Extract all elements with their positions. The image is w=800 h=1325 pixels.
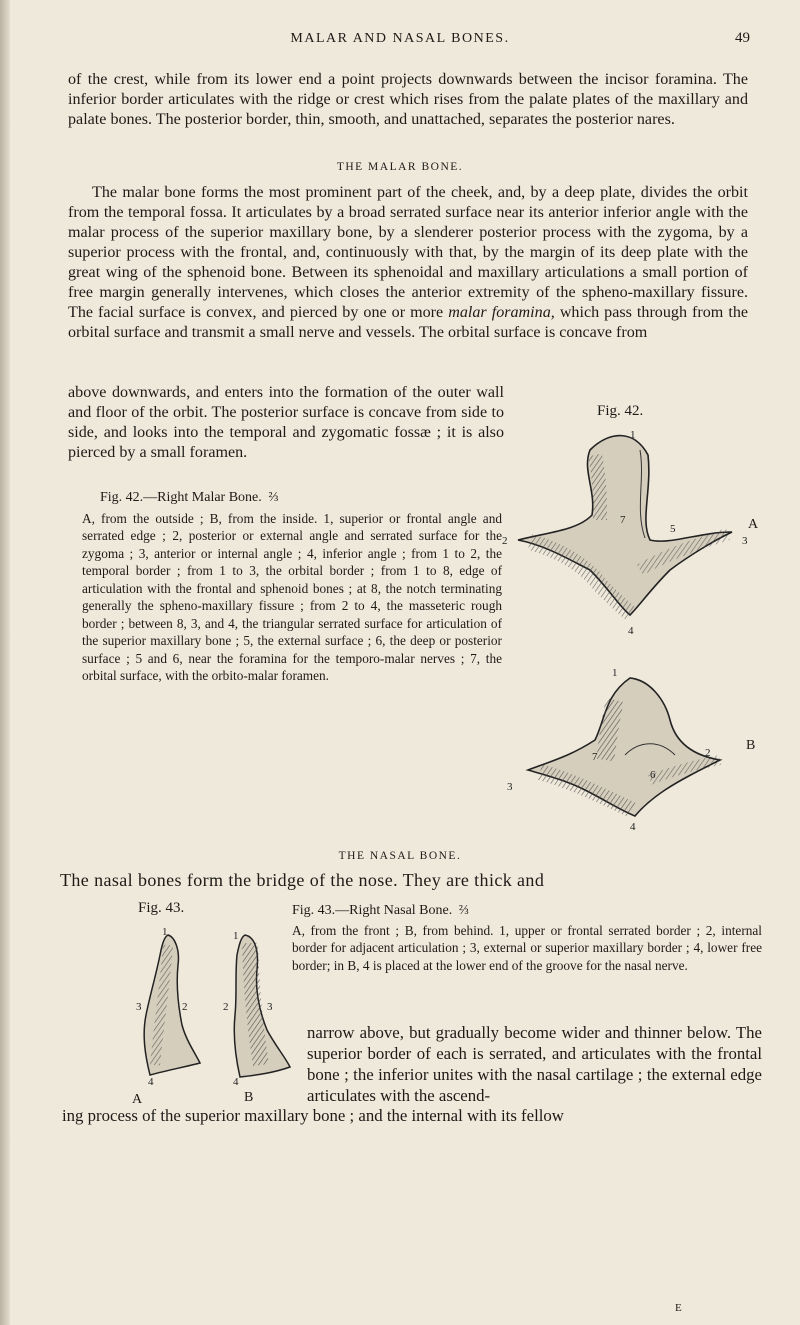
nasal-paragraph-end: ing process of the superior maxillary bone ; and the internal with its fellow (62, 1106, 564, 1125)
fig42b-num-4: 4 (630, 821, 636, 833)
fig42-caption-title: Fig. 42.—Right Malar Bone. (100, 490, 262, 505)
malar-italic-term: malar foramina, (448, 304, 555, 321)
fig42-caption (82, 488, 502, 685)
fig43-caption-title: Fig. 43.—Right Nasal Bone. (292, 903, 453, 918)
fig43-caption-body: A, from the front ; B, from behind. 1, upper or frontal serrated border ; 2, internal border for adjacent articulation ; 3, external or superior maxillary border ; 4, lower free border; in B, 4 is placed at the lower end of the groove for the nasal nerve. (292, 922, 762, 973)
fig42-drawing-b (500, 660, 760, 833)
fig43b-num-3: 3 (267, 1001, 273, 1013)
fig42-caption-body: A, from the outside ; B, from the inside. 1, superior or frontal angle and serrated edge ; 2, posterior or external angle and serrated surface for the zygoma ; 3, anterior or internal angle ; 4, inferior angle ; from 1 to 2, the temporal border ; from 1 to 3, the orbital border ; from 1 to 8, edge of articulation with the frontal and sphenoid bones ; at 8, the notch terminating generally the spheno-maxillary fissure ; from 2 to 4, the masseteric rough border ; between 8, 3, and 4, the triangular serrated surface for articulation of the superior maxillary bone ; 5, the external surface ; 6, the deep or posterior surface ; 5 and 6, near the foramina for the temporo-malar nerves ; 7, the orbital surface, with the orbito-malar foramen. (82, 510, 502, 683)
signature-mark: E (675, 1302, 682, 1314)
malar-outline-b (528, 678, 720, 816)
fig42a-num-1: 1 (630, 429, 636, 441)
intro-paragraph: of the crest, while from its lower end a point projects downwards between the incisor foramina. The inferior border articulates with the ridge or crest which rises from the palate plates of the maxillary and palate bones. The posterior border, thin, smooth, and unattached, separates the posterior nares. (68, 71, 748, 128)
fig43b-num-1: 1 (233, 930, 239, 942)
fig42a-num-5: 5 (670, 523, 676, 535)
nasal-lead-line: The nasal bones form the bridge of the nose. They are thick and (60, 870, 545, 890)
fig43-drawing-b (195, 925, 295, 1088)
fig42a-num-3: 3 (742, 535, 748, 547)
fig42a-num-2: 2 (502, 535, 508, 547)
malar-paragraph-1-text: The malar bone forms the most prominent part of the cheek, and, by a deep plate, divides the orbit from the temporal fossa. It articulates by a broad serrated surface near its anterior inferior angle with the malar process of the superior maxillary bone, by a slenderer posterior process with the zygoma, by a superior process with the frontal, and, continuously with that, by the margin of its deep plate with the great wing of the sphenoid bone. Between its sphenoidal and maxillary articulations a small portion of free margin generally intervenes, which closes the anterior extremity of the spheno-maxillary fissure. The facial surface is convex, and pierced by one or more (68, 184, 748, 321)
fig43-view-a-label: A (132, 1092, 143, 1107)
running-head: MALAR AND NASAL BONES. (290, 31, 510, 46)
fig43-caption-scale: ⅔ (458, 902, 469, 917)
malar-heading: THE MALAR BONE. (336, 161, 464, 173)
fig43a-num-1: 1 (162, 926, 168, 938)
fig42a-num-7: 7 (620, 514, 626, 526)
fig43a-num-2: 2 (182, 1001, 188, 1013)
fig42-drawing-a (500, 420, 760, 640)
fig43b-num-2: 2 (223, 1001, 229, 1013)
fig42-view-b-label: B (746, 738, 756, 753)
fig42b-num-6: 6 (650, 769, 656, 781)
fig42-caption-scale: ⅔ (268, 489, 279, 504)
nasal-heading: THE NASAL BONE. (338, 850, 462, 862)
fig43-caption-title-line (292, 901, 762, 920)
fig42b-num-2: 2 (705, 747, 711, 759)
malar-paragraph-2: above downwards, and enters into the formation of the outer wall and floor of the orbit. The posterior surface is concave from side to side, and looks into the temporal and zygomatic fossæ ; it is also pierced by a small foramen. (68, 384, 504, 461)
fig43a-num-3: 3 (136, 1001, 142, 1013)
fig43-view-b-label: B (244, 1090, 254, 1105)
fig43b-num-4: 4 (233, 1076, 239, 1088)
fig42-label: Fig. 42. (597, 403, 644, 419)
malar-paragraph-1 (68, 183, 748, 343)
fig43a-num-4: 4 (148, 1076, 154, 1088)
fig43-caption (292, 901, 762, 974)
fig43-label: Fig. 43. (138, 900, 185, 916)
fig42b-num-7: 7 (592, 751, 598, 763)
page-number: 49 (735, 30, 750, 46)
page-edge (0, 0, 10, 1325)
fig42b-num-1: 1 (612, 667, 618, 679)
malar-paragraph-1-end: which pass through from the orbital surface and transmit a small nerve and vessels. The orbital surface is concave from (68, 304, 749, 341)
fig42a-num-4: 4 (628, 625, 634, 637)
fig42b-num-3: 3 (507, 781, 513, 793)
fig42-view-a-label: A (748, 517, 759, 532)
nasal-paragraph: narrow above, but gradually become wider and thinner below. The superior border of each is serrated, and articulates with the frontal bone ; the inferior unites with the nasal cartilage ; the external edge articulates with the ascend- (307, 1023, 762, 1105)
fig42-caption-title-line (82, 488, 502, 507)
